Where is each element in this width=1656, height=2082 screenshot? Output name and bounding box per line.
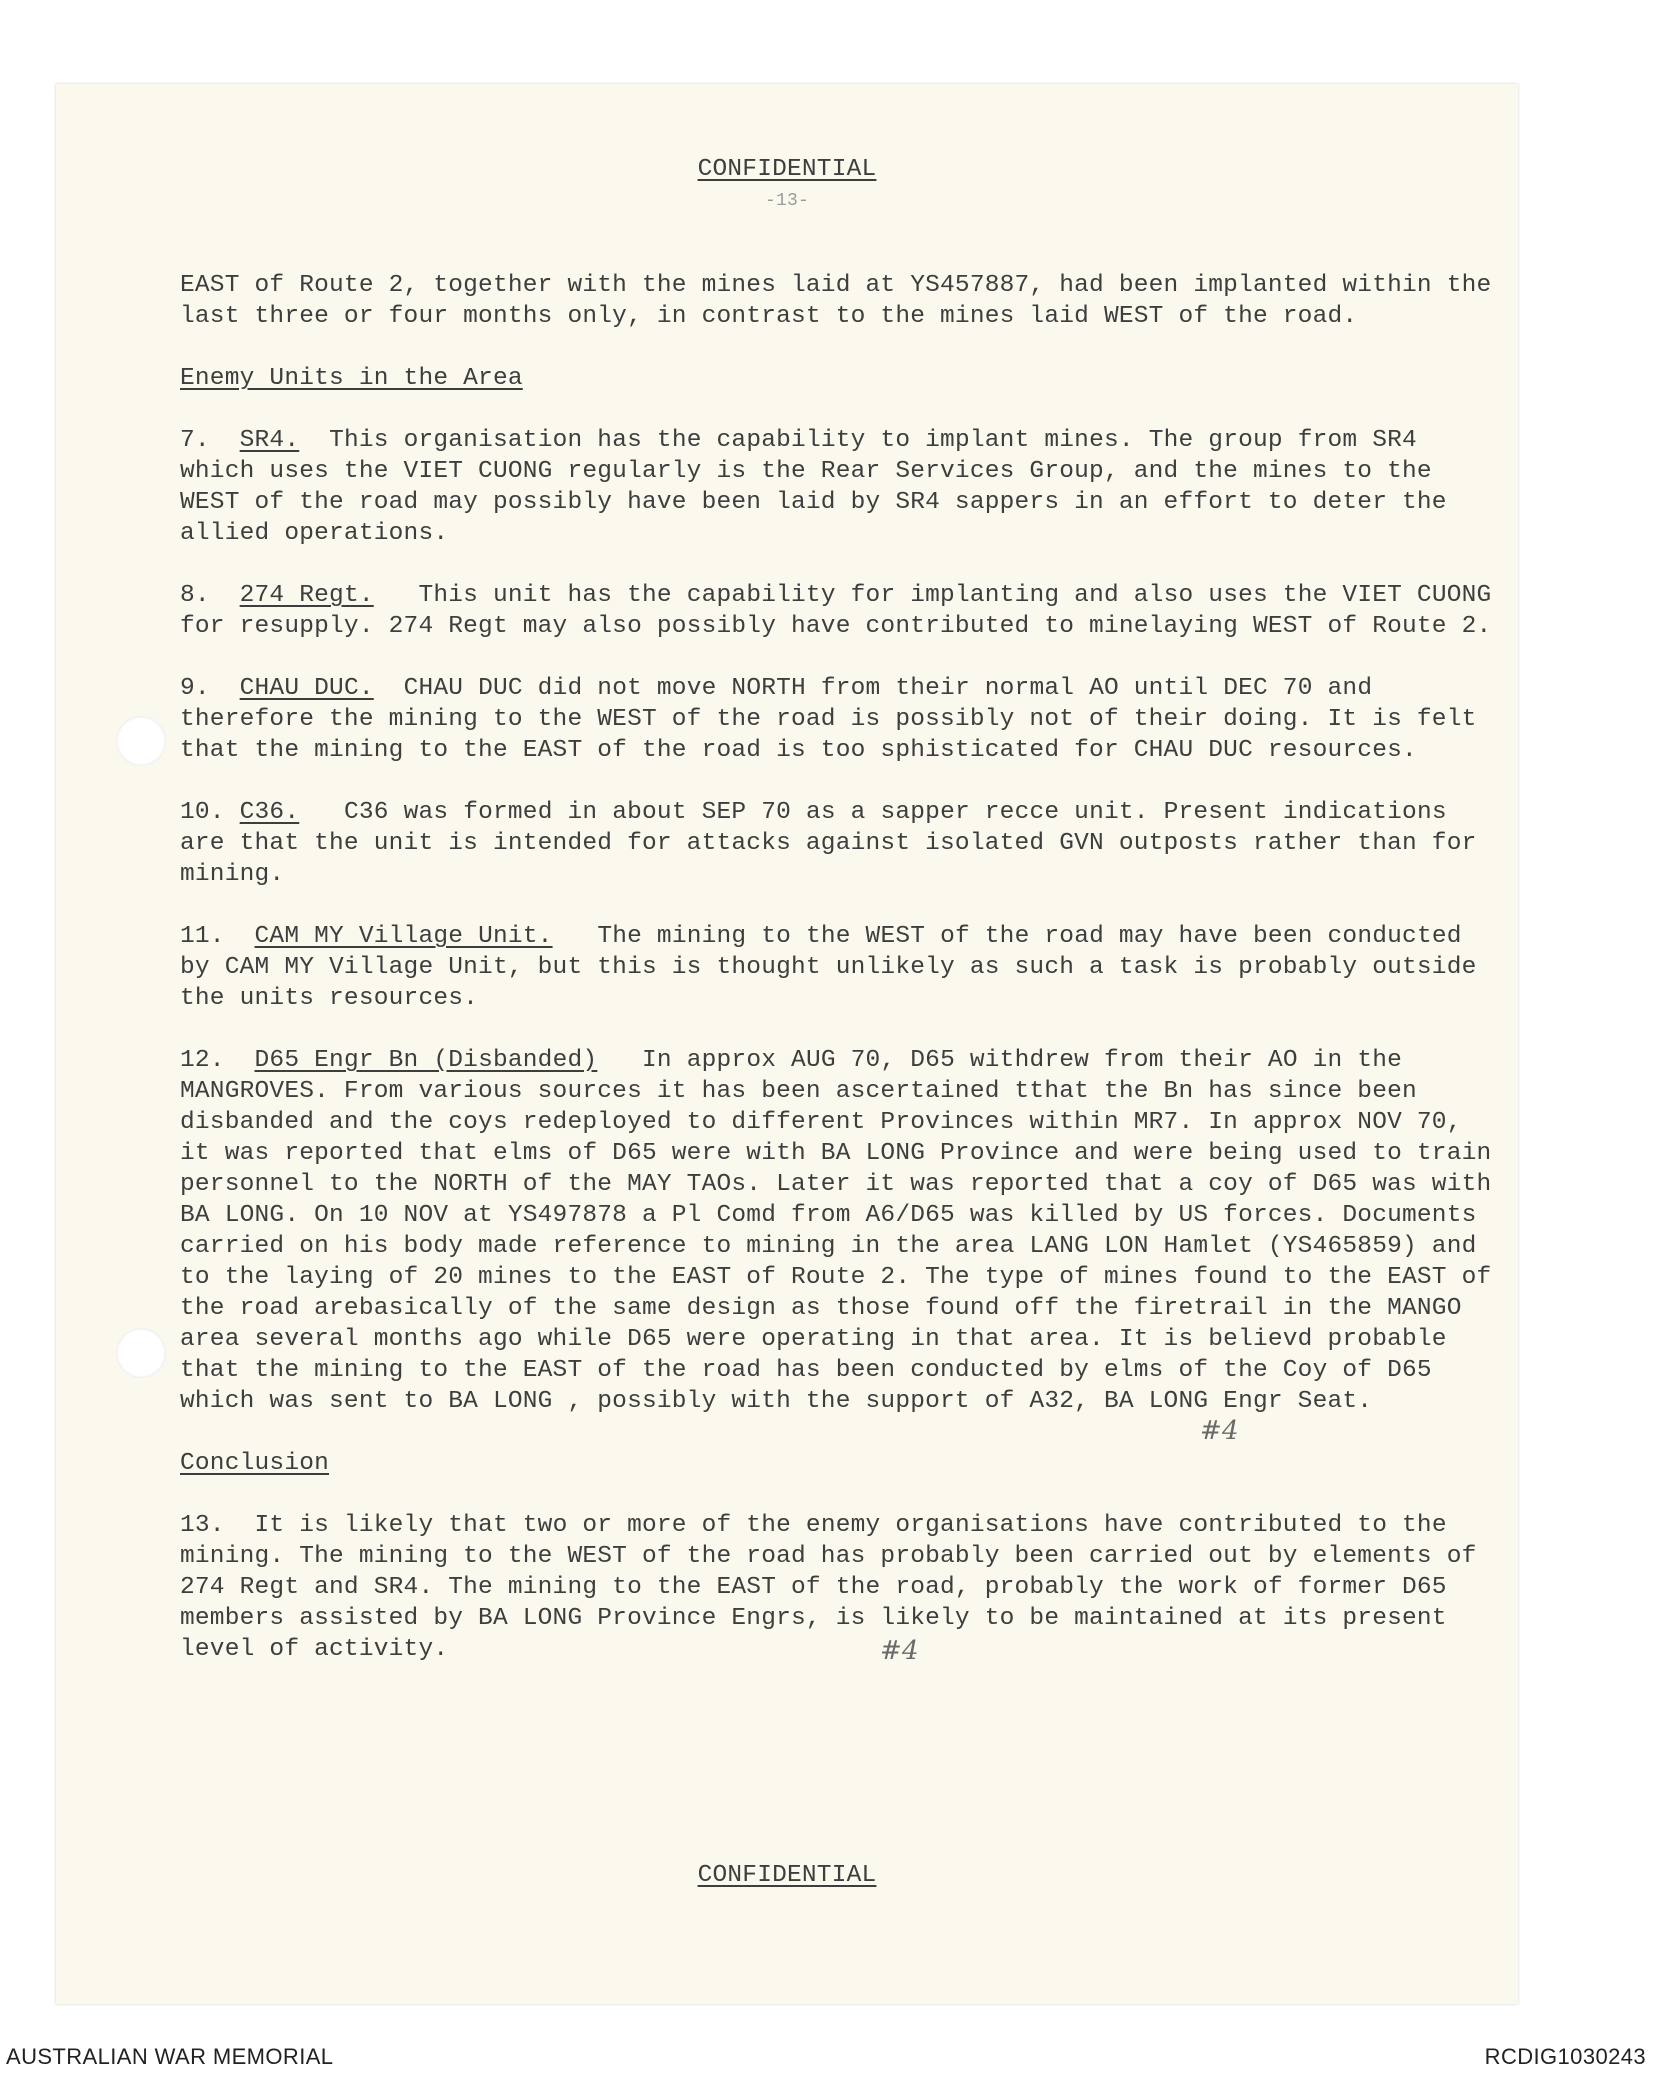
paragraph-11: 11. CAM MY Village Unit. The mining to the WEST of the road may have been conducted by CAM MY Village Unit, but this is thought unlikely as such a task is probably outside the units resources. [180, 923, 1477, 1012]
header [56, 154, 1518, 213]
body-text [180, 270, 1500, 1696]
intro-paragraph: EAST of Route 2, together with the mines laid at YS457887, had been implanted within the last three or four months only, in contrast to the mines laid WEST of the road. [180, 272, 1492, 330]
archive-id-right: RCDIG1030243 [1484, 2044, 1646, 2069]
classification-footer: CONFIDENTIAL [697, 1862, 877, 1889]
paragraph-10: 10. C36. C36 was formed in about SEP 70 as a sapper recce unit. Present indications are that the unit is intended for attacks against isolated GVN outposts rather than for mining. [180, 799, 1477, 888]
handwritten-note-2: #4 [880, 1636, 919, 1666]
paragraph-9: 9. CHAU DUC. CHAU DUC did not move NORTH from their normal AO until DEC 70 and therefore the mining to the WEST of the road is possibly not of their doing. It is felt that the mining to the EAST of the road is too sphisticated for CHAU DUC resources. [180, 675, 1477, 764]
paragraph-12: 12. D65 Engr Bn (Disbanded) In approx AUG 70, D65 withdrew from their AO in the MANGROVES. From various sources it has been ascertained tthat the Bn has since been disbanded and the coys redeployed to different Provinces within MR7. In approx NOV 70, it was reported that elms of D65 were with BA LONG Province and were being used to train personnel to the NORTH of the MAY TAOs. Later it was reported that a coy of D65 was with BA LONG. On 10 NOV at YS497878 a Pl Comd from A6/D65 was killed by US forces. Documents carried on his body made reference to mining in the area LANG LON Hamlet (YS465859) and to the laying of 20 mines to the EAST of Route 2. The type of mines found to the EAST of the road arebasically of the same design as those found off the firetrail in the MANGO area several months ago while D65 were operating in that area. It is believd probable that the mining to the EAST of the road has been conducted by elms of the Coy of D65 which was sent to BA LONG , possibly with the support of A32, BA LONG Engr Seat. #4 [180, 1047, 1492, 1446]
classification-header: CONFIDENTIAL [697, 156, 877, 183]
document-page [56, 84, 1518, 2004]
punch-hole-top [116, 716, 166, 766]
paragraph-7: 7. SR4. This organisation has the capability to implant mines. The group from SR4 which uses the VIET CUONG regularly is the Rear Services Group, and the mines to the WEST of the road may possibly have been laid by SR4 sappers in an effort to deter the allied operations. [180, 427, 1447, 547]
handwritten-note-1: #4 [1200, 1416, 1239, 1446]
punch-hole-bottom [116, 1328, 166, 1378]
paragraph-13: 13. It is likely that two or more of the enemy organisations have contributed to the mining. The mining to the WEST of the road has probably been carried out by elements of 274 Regt and SR4. The mining to the EAST of the road, probably the work of former D65 members assisted by BA LONG Province Engrs, is likely to be maintained at its present level of activity. #4 [180, 1512, 1477, 1666]
conclusion-heading: Conclusion [180, 1450, 330, 1477]
archive-label-left: AUSTRALIAN WAR MEMORIAL [6, 2044, 334, 2069]
page-number: -13- [764, 191, 809, 211]
paragraph-8: 8. 274 Regt. This unit has the capability for implanting and also uses the VIET CUONG for resupply. 274 Regt may also possibly have contributed to minelaying WEST of Route 2. [180, 582, 1492, 640]
section-heading: Enemy Units in the Area [180, 365, 523, 392]
